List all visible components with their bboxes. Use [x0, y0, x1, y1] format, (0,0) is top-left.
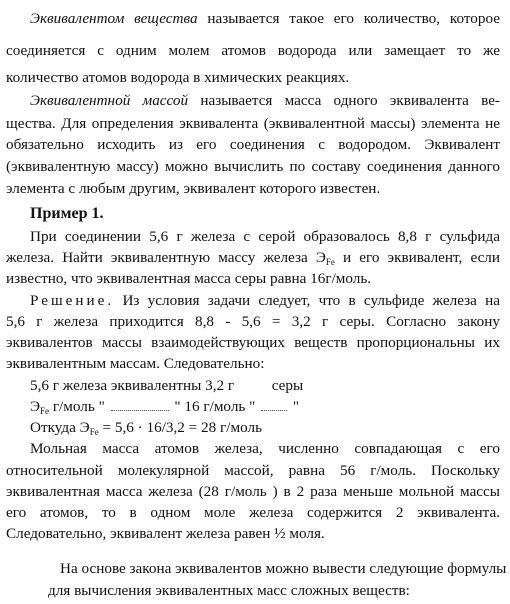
- molar-line5: Следовательно, эквивалент железа равен ½ моля.: [6, 525, 325, 542]
- para2-line5: элемента с любым другим, эквивалент которого известен.: [6, 180, 381, 197]
- dotted-leader: [111, 400, 169, 411]
- task-line2: железа. Найти эквивалентную массу железа ЭFe и его эквивалент, если: [6, 249, 501, 267]
- molar-line2: относительной молекулярной массой, равна 56 г/моль. Поскольку: [6, 462, 500, 479]
- para2-line1-text: называется масса одного эквивалента ве-: [200, 92, 500, 109]
- subscript-fe-2: Fe: [40, 406, 50, 416]
- para1-line3: количество атомов водорода в химических реакциях.: [6, 69, 350, 86]
- molar-line4: его атомов, то в одном моле железа содержится 2 эквивалента.: [6, 504, 500, 521]
- molar-line1: Мольная масса атомов железа, численно совпадающая с его: [30, 440, 500, 457]
- calc-line1-b: серы: [271, 377, 304, 394]
- calc-line3-a: Откуда: [30, 419, 76, 436]
- para2-line2: щества. Для определения эквивалента (эквивалентной массы) элемента не: [6, 115, 500, 132]
- example-heading: Пример 1.: [30, 205, 104, 222]
- final-line2: для вычисления эквивалентных масс сложных веществ:: [48, 582, 410, 599]
- term-equivalent-mass: Эквивалентной массой: [30, 92, 189, 109]
- calc-line1-a: 5,6 г железа эквивалентны 3,2 г: [30, 377, 235, 394]
- solution-label: Решение.: [30, 292, 115, 309]
- task-line3: известно, что эквивалентная масса серы равна 16г/моль.: [6, 270, 372, 287]
- molar-line3: эквивалентная масса железа (28 г/моль ) в 2 раза меньше мольной массы: [6, 483, 500, 500]
- solution-line2: 5,6 г железа приходится 8,8 - 5,6 = 3,2 г серы. Согласно закону: [6, 313, 500, 330]
- term-equivalent: Эквивалентом вещества: [30, 10, 198, 27]
- calc-line2-a: г/моль ": [52, 398, 105, 415]
- solution-line3: эквивалентов массы взаимодействующих веществ пропорциональны их: [6, 334, 500, 351]
- solution-line4: эквивалентным массам. Следовательно:: [6, 355, 265, 372]
- para1-line2: соединяется с одним молем атомов водорода или замещает то же: [6, 42, 500, 59]
- dotted-leader-short: [261, 400, 287, 411]
- solution-line1-text: Из условия задачи следует, что в сульфиде железа на: [122, 292, 500, 309]
- task-line1: При соединении 5,6 г железа с серой образовалось 8,8 г сульфида: [30, 228, 500, 245]
- para2-line3: обязательно исходить из его соединения с водородом. Эквивалент: [6, 136, 500, 153]
- para1-line1-text: называется такое его количество, которое: [207, 10, 501, 27]
- task-line2-a: железа. Найти эквивалентную массу железа: [6, 249, 308, 266]
- subscript-fe-3: Fe: [89, 427, 99, 437]
- subscript-fe: Fe: [325, 257, 335, 267]
- calc-line1: [30, 375, 303, 396]
- calc-line2-c: ": [292, 398, 300, 415]
- solution-line1: [30, 290, 500, 311]
- para2-line4: (эквивалентную массу) можно вычислить по составу соединения данного: [6, 158, 500, 175]
- para2-line1: [30, 90, 500, 111]
- calc-line2: ЭFe г/моль " " 16 г/моль " ": [30, 398, 300, 416]
- calc-line2-b: " 16 г/моль ": [174, 398, 256, 415]
- final-line1: На основе закона эквивалентов можно вывести следующие формулы: [60, 560, 507, 577]
- task-line2-b: и его эквивалент, если: [343, 249, 501, 266]
- para1-line1: [30, 8, 500, 29]
- calc-line3-b: = 5,6 · 16/3,2 = 28 г/моль: [102, 419, 262, 436]
- calc-line3: Откуда ЭFe = 5,6 · 16/3,2 = 28 г/моль: [30, 419, 262, 437]
